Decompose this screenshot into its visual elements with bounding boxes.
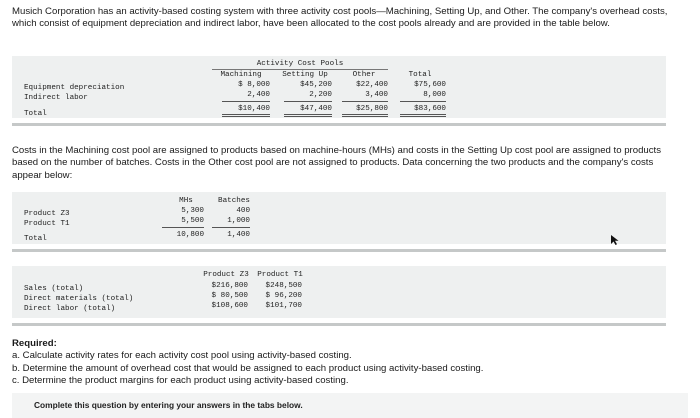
row-label: Equipment depreciation xyxy=(24,84,125,92)
table-cell: $83,600 xyxy=(414,105,446,113)
row-label: Product Z3 xyxy=(24,210,70,218)
required-item-b: b. Determine the amount of overhead cost that would be assigned to each product using activity-based costing. xyxy=(12,362,484,374)
table-cell: $25,800 xyxy=(356,105,388,113)
product-data-table xyxy=(12,192,666,244)
table-cell: 400 xyxy=(236,207,250,215)
table-cell: 2,400 xyxy=(247,91,270,99)
column-header: MHs xyxy=(179,197,193,205)
table-cell: 8,000 xyxy=(423,91,446,99)
intro-paragraph: Musich Corporation has an activity-based costing system with three activity cost pools—Machining, Setting Up, and Other. The company's overhead costs, which consist of equipment depreciation and indirect labor, have been allocated to the cost pools already and are provided in the table below. xyxy=(12,6,668,30)
table-cell: $ 80,500 xyxy=(211,292,248,300)
table-cell: 1,000 xyxy=(227,217,250,225)
table-cell: $ 8,000 xyxy=(238,81,270,89)
column-header: Batches xyxy=(218,197,250,205)
instruction-text: Complete this question by entering your answers in the tabs below. xyxy=(34,400,303,410)
required-section xyxy=(12,338,682,388)
column-header: Product T1 xyxy=(257,271,303,279)
mouse-cursor-icon xyxy=(610,234,620,246)
table-cell: 5,500 xyxy=(181,217,204,225)
table-cell: 3,400 xyxy=(365,91,388,99)
required-item-a: a. Calculate activity rates for each activity cost pool using activity-based costing. xyxy=(12,350,352,362)
table-cell: 10,800 xyxy=(176,231,204,239)
row-label: Total xyxy=(24,235,47,243)
table-cell: $10,400 xyxy=(238,105,270,113)
column-header: Product Z3 xyxy=(203,271,249,279)
row-label: Product T1 xyxy=(24,220,70,228)
table-cell: $216,800 xyxy=(211,282,248,290)
sales-data-table xyxy=(12,266,666,318)
table-cell: $75,600 xyxy=(414,81,446,89)
row-label: Sales (total) xyxy=(24,285,84,293)
column-header: Total xyxy=(408,71,432,79)
required-heading: Required: xyxy=(12,338,57,349)
middle-paragraph: Costs in the Machining cost pool are assigned to products based on machine-hours (MHs) and costs in the Setting Up cost pool are assigned to products based on the number of batches. Costs in the Other cost pool are not assigned to products. Data concerning the two products and the company's costs appear below: xyxy=(12,145,661,181)
table-cell: $22,400 xyxy=(356,81,388,89)
column-header: Other xyxy=(352,71,376,79)
table-cell: 5,300 xyxy=(181,207,204,215)
row-label: Direct materials (total) xyxy=(24,295,134,303)
table-cell: 2,200 xyxy=(309,91,332,99)
row-label: Indirect labor xyxy=(24,94,88,102)
table-cell: $248,500 xyxy=(265,282,302,290)
table-title: Activity Cost Pools xyxy=(256,60,344,68)
instruction-bar xyxy=(12,393,688,418)
row-label: Direct labor (total) xyxy=(24,305,116,313)
row-label: Total xyxy=(24,110,47,118)
table-cell: $101,700 xyxy=(265,302,302,310)
required-item-c: c. Determine the product margins for each product using activity-based costing. xyxy=(12,375,349,387)
table-cell: $47,400 xyxy=(300,105,332,113)
table-cell: $ 96,200 xyxy=(265,292,302,300)
table-cell: 1,400 xyxy=(227,231,250,239)
table-cell: $45,200 xyxy=(300,81,332,89)
column-header: Setting Up xyxy=(282,71,328,79)
activity-cost-pools-table xyxy=(12,56,666,118)
column-header: Machining xyxy=(220,71,262,79)
table-cell: $108,600 xyxy=(211,302,248,310)
